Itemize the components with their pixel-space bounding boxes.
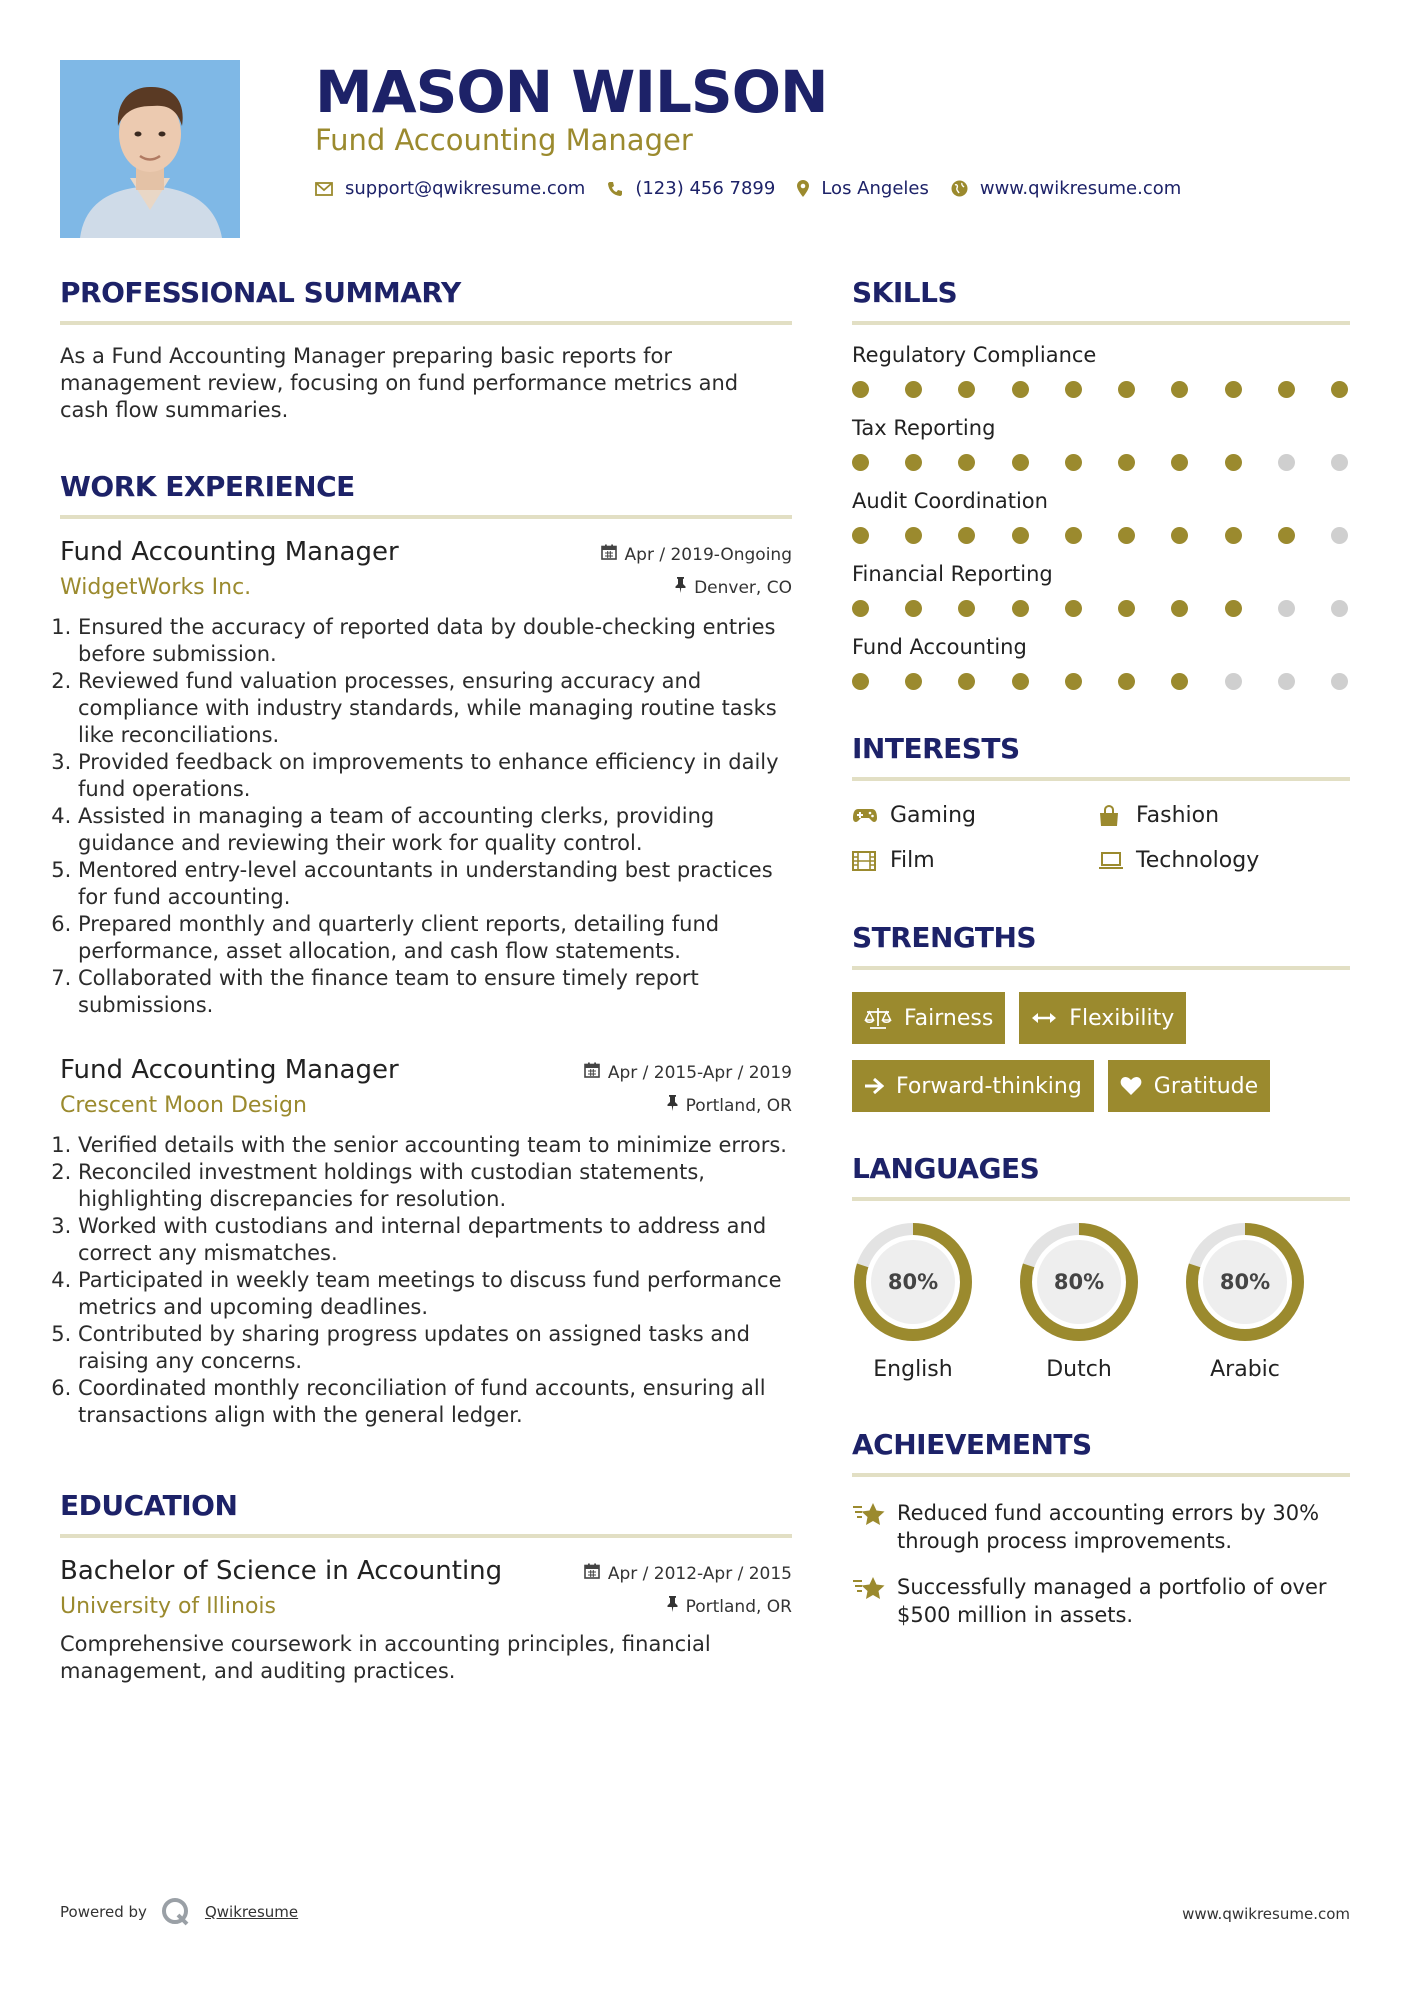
language-percent: 80% (1219, 1270, 1271, 1294)
rating-dot-empty (1278, 454, 1295, 471)
skills-heading: SKILLS (852, 276, 958, 309)
rating-dot-filled (1278, 381, 1295, 398)
job-title: Fund Accounting Manager (60, 537, 399, 567)
rating-dot-filled (1118, 454, 1135, 471)
skill-name: Tax Reporting (852, 416, 996, 440)
education-date-text: Apr / 2012-Apr / 2015 (607, 1563, 792, 1584)
interests-heading: INTERESTS (852, 732, 1020, 765)
interest-label: Technology (1136, 848, 1260, 873)
job-location-text: Portland, OR (685, 1095, 792, 1116)
shopping-bag-icon (1098, 805, 1124, 827)
interest-item (852, 803, 1098, 828)
language-percent: 80% (887, 1270, 939, 1294)
rating-dot-empty (1225, 673, 1242, 690)
footer-powered-by (60, 1897, 298, 1927)
strengths-list (852, 992, 1350, 1112)
rating-dot-filled (1012, 381, 1029, 398)
section-divider (60, 515, 792, 519)
achievement-item (852, 1499, 1350, 1555)
experience-section (60, 470, 792, 1429)
rating-dot-filled (958, 454, 975, 471)
skill-rating (852, 600, 1350, 617)
job-title: Fund Accounting Manager (60, 1055, 399, 1085)
interest-label: Fashion (1136, 803, 1220, 828)
gamepad-icon (852, 808, 878, 824)
achievement-item (852, 1573, 1350, 1629)
rating-dot-filled (905, 454, 922, 471)
rating-dot-filled (958, 600, 975, 617)
rating-dot-filled (852, 600, 869, 617)
rating-dot-filled (1171, 454, 1188, 471)
strength-tag (852, 992, 1005, 1044)
skill-item (852, 416, 1350, 471)
education-date (584, 1563, 792, 1584)
language-name: Arabic (1210, 1357, 1280, 1382)
section-divider (60, 321, 792, 325)
rating-dot-filled (905, 673, 922, 690)
section-divider (852, 1197, 1350, 1201)
rating-dot-filled (958, 381, 975, 398)
strengths-heading: STRENGTHS (852, 921, 1037, 954)
strengths-section (852, 921, 1350, 1112)
degree-title: Bachelor of Science in Accounting (60, 1556, 503, 1586)
section-divider (852, 1473, 1350, 1477)
skill-item (852, 343, 1350, 398)
bullet-item: 6. Prepared monthly and quarterly client reports, detailing fund performance, asset allocation, and cash flow statements. (78, 911, 792, 965)
bullet-item: 1. Verified details with the senior accounting team to minimize errors. (78, 1132, 792, 1159)
job-date-text: Apr / 2015-Apr / 2019 (607, 1062, 792, 1083)
achievements-heading: ACHIEVEMENTS (852, 1428, 1092, 1461)
rating-dot-filled (1065, 454, 1082, 471)
arrow-right-icon (864, 1077, 884, 1095)
skill-name: Fund Accounting (852, 635, 1027, 659)
interests-list (852, 803, 1350, 873)
skill-item (852, 562, 1350, 617)
skill-rating (852, 527, 1350, 544)
contact-email[interactable]: support@qwikresume.com (345, 178, 586, 199)
skill-name: Audit Coordination (852, 489, 1048, 513)
skill-rating (852, 454, 1350, 471)
company-name: Crescent Moon Design (60, 1093, 307, 1118)
job-date (584, 1062, 792, 1083)
education-heading: EDUCATION (60, 1489, 238, 1522)
rating-dot-filled (1065, 600, 1082, 617)
language-progress-ring (1184, 1221, 1306, 1343)
strength-label: Gratitude (1153, 1073, 1259, 1099)
rating-dot-filled (1065, 673, 1082, 690)
right-column (852, 276, 1350, 1629)
rating-dot-filled (958, 673, 975, 690)
language-percent: 80% (1053, 1270, 1105, 1294)
bullet-item: 3. Worked with custodians and internal departments to address and correct any mismatches. (78, 1213, 792, 1267)
candidate-title: Fund Accounting Manager (315, 123, 693, 157)
achievement-text: Successfully managed a portfolio of over $500 million in assets. (897, 1575, 1327, 1627)
interests-section (852, 732, 1350, 873)
star-badge-icon (852, 1573, 897, 1629)
interest-label: Film (890, 848, 935, 873)
skill-rating (852, 381, 1350, 398)
section-divider (852, 966, 1350, 970)
qwikresume-logo-icon (161, 1897, 191, 1927)
contact-website[interactable]: www.qwikresume.com (979, 178, 1182, 199)
rating-dot-empty (1331, 673, 1348, 690)
rating-dot-filled (1118, 527, 1135, 544)
qwikresume-link[interactable]: Qwikresume (204, 1903, 299, 1921)
bullet-item: 1. Ensured the accuracy of reported data by double-checking entries before submission. (78, 614, 792, 668)
job-location (667, 1095, 792, 1116)
languages-list (852, 1221, 1350, 1382)
rating-dot-filled (1171, 381, 1188, 398)
rating-dot-filled (1225, 454, 1242, 471)
achievements-section (852, 1428, 1350, 1629)
language-item (852, 1221, 1018, 1382)
envelope-icon (315, 182, 333, 196)
rating-dot-filled (1012, 600, 1029, 617)
interest-item (1098, 803, 1344, 828)
achievement-text: Reduced fund accounting errors by 30% through process improvements. (897, 1501, 1320, 1553)
rating-dot-filled (1118, 381, 1135, 398)
person-avatar-icon (60, 60, 240, 238)
rating-dot-filled (1012, 673, 1029, 690)
bullet-item: 2. Reviewed fund valuation processes, ensuring accuracy and compliance with industry standards, while managing routine tasks like reconciliations. (78, 668, 792, 749)
strength-label: Flexibility (1069, 1005, 1175, 1031)
bullet-item: 4. Participated in weekly team meetings to discuss fund performance metrics and upcoming deadlines. (78, 1267, 792, 1321)
rating-dot-filled (852, 527, 869, 544)
phone-icon (607, 181, 623, 197)
language-progress-ring (1018, 1221, 1140, 1343)
skill-rating (852, 673, 1350, 690)
job-entry-2 (60, 1055, 792, 1429)
job-location (675, 577, 792, 598)
rating-dot-filled (1171, 673, 1188, 690)
school-name: University of Illinois (60, 1594, 276, 1619)
laptop-icon (1098, 852, 1124, 870)
rating-dot-filled (1065, 381, 1082, 398)
pushpin-icon (667, 1095, 678, 1116)
language-progress-ring (852, 1221, 974, 1343)
contact-location: Los Angeles (821, 178, 929, 199)
experience-heading: WORK EXPERIENCE (60, 470, 355, 503)
globe-icon (951, 180, 968, 197)
rating-dot-empty (1278, 600, 1295, 617)
rating-dot-filled (1065, 527, 1082, 544)
rating-dot-filled (1118, 600, 1135, 617)
education-location-text: Portland, OR (685, 1596, 792, 1617)
calendar-icon (601, 544, 617, 565)
arrows-horizontal-icon (1031, 1011, 1057, 1025)
job-bullets (60, 614, 792, 1019)
bullet-item: 6. Coordinated monthly reconciliation of fund accounts, ensuring all transactions align with the general ledger. (78, 1375, 792, 1429)
strength-label: Fairness (904, 1005, 994, 1031)
calendar-icon (584, 1062, 600, 1083)
contact-phone[interactable]: (123) 456 7899 (635, 178, 776, 199)
rating-dot-filled (1171, 600, 1188, 617)
rating-dot-filled (905, 600, 922, 617)
strength-tag (1019, 992, 1186, 1044)
languages-section (852, 1152, 1350, 1382)
bullet-item: 3. Provided feedback on improvements to enhance efficiency in daily fund operations. (78, 749, 792, 803)
rating-dot-filled (1331, 381, 1348, 398)
rating-dot-filled (958, 527, 975, 544)
skill-item (852, 635, 1350, 690)
education-entry (60, 1556, 792, 1685)
job-location-text: Denver, CO (694, 577, 792, 598)
map-pin-icon (797, 180, 809, 197)
strength-tag (1108, 1060, 1270, 1112)
rating-dot-filled (1225, 381, 1242, 398)
bullet-item: 7. Collaborated with the finance team to ensure timely report submissions. (78, 965, 792, 1019)
languages-heading: LANGUAGES (852, 1152, 1040, 1185)
bullet-item: 5. Mentored entry-level accountants in understanding best practices for fund accounting. (78, 857, 792, 911)
rating-dot-filled (1012, 454, 1029, 471)
language-item (1184, 1221, 1350, 1382)
bullet-item: 5. Contributed by sharing progress updates on assigned tasks and raising any concerns. (78, 1321, 792, 1375)
heart-icon (1120, 1076, 1142, 1096)
calendar-icon (584, 1563, 600, 1584)
bullet-item: 4. Assisted in managing a team of accounting clerks, providing guidance and reviewing their work for quality control. (78, 803, 792, 857)
profile-photo (60, 60, 240, 238)
candidate-name: MASON WILSON (315, 58, 828, 126)
interest-label: Gaming (890, 803, 976, 828)
rating-dot-filled (852, 673, 869, 690)
summary-section (60, 276, 792, 424)
skills-section (852, 276, 1350, 690)
language-name: Dutch (1046, 1357, 1112, 1382)
rating-dot-filled (1225, 527, 1242, 544)
job-bullets (60, 1132, 792, 1429)
skill-item (852, 489, 1350, 544)
footer-website[interactable]: www.qwikresume.com (1182, 1905, 1350, 1923)
rating-dot-empty (1331, 527, 1348, 544)
rating-dot-empty (1331, 600, 1348, 617)
language-name: English (873, 1357, 953, 1382)
powered-by-text: Powered by (60, 1903, 147, 1921)
rating-dot-filled (1225, 600, 1242, 617)
strength-tag (852, 1060, 1094, 1112)
job-date-text: Apr / 2019-Ongoing (624, 544, 792, 565)
pushpin-icon (667, 1596, 678, 1617)
strength-label: Forward-thinking (896, 1073, 1082, 1099)
rating-dot-filled (852, 381, 869, 398)
skills-list (852, 343, 1350, 690)
star-badge-icon (852, 1499, 897, 1555)
education-description: Comprehensive coursework in accounting principles, financial management, and auditing practices. (60, 1632, 711, 1683)
section-divider (852, 321, 1350, 325)
pushpin-icon (675, 577, 686, 598)
balance-scale-icon (864, 1007, 892, 1029)
summary-text: As a Fund Accounting Manager preparing basic reports for management review, focusing on fund performance metrics and cash flow summaries. (60, 344, 739, 422)
rating-dot-filled (1171, 527, 1188, 544)
rating-dot-filled (852, 454, 869, 471)
rating-dot-empty (1331, 454, 1348, 471)
section-divider (852, 777, 1350, 781)
skill-name: Financial Reporting (852, 562, 1053, 586)
education-section (60, 1489, 792, 1685)
left-column (60, 276, 792, 1685)
skill-name: Regulatory Compliance (852, 343, 1097, 367)
section-divider (60, 1534, 792, 1538)
job-date (601, 544, 792, 565)
summary-heading: PROFESSIONAL SUMMARY (60, 276, 461, 309)
rating-dot-empty (1278, 673, 1295, 690)
interest-item (852, 848, 1098, 873)
film-icon (852, 851, 878, 871)
company-name: WidgetWorks Inc. (60, 575, 252, 600)
job-entry-1 (60, 537, 792, 1019)
education-location (667, 1596, 792, 1617)
rating-dot-filled (1278, 527, 1295, 544)
rating-dot-filled (905, 527, 922, 544)
bullet-item: 2. Reconciled investment holdings with custodian statements, highlighting discrepancies for resolution. (78, 1159, 792, 1213)
rating-dot-filled (1012, 527, 1029, 544)
rating-dot-filled (1118, 673, 1135, 690)
rating-dot-filled (905, 381, 922, 398)
contact-bar (315, 178, 1203, 199)
interest-item (1098, 848, 1344, 873)
language-item (1018, 1221, 1184, 1382)
